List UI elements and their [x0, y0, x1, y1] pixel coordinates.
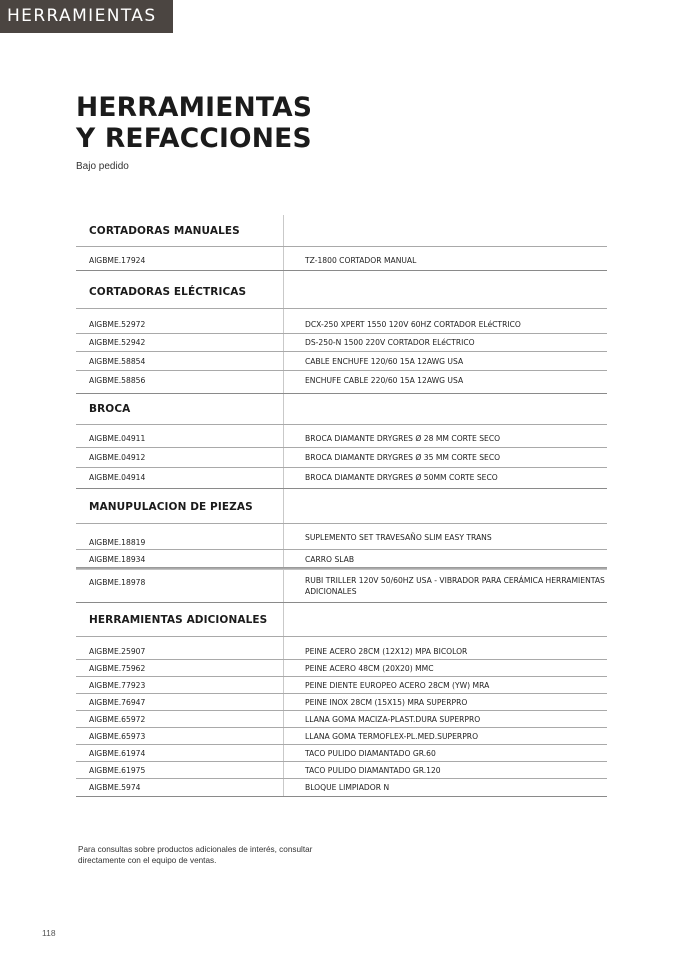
product-description: DS-250-N 1500 220V CORTADOR ELéCTRICO: [305, 338, 475, 347]
product-code: AlGBME.52942: [89, 338, 146, 347]
product-code: AlGBME.04914: [89, 473, 146, 482]
product-code: AlGBME.18978: [89, 578, 146, 587]
product-code: AlGBME.65973: [89, 732, 146, 741]
product-description: SUPLEMENTO SET TRAVESAÑO SLIM EASY TRANS: [305, 533, 492, 542]
row-divider: [76, 602, 607, 603]
row-divider: [76, 727, 607, 728]
row-divider: [76, 333, 607, 334]
product-code: AlGBME.17924: [89, 256, 146, 265]
row-divider: [76, 246, 607, 247]
row-divider: [76, 567, 607, 570]
product-code: AlGBME.58856: [89, 376, 146, 385]
product-description: BROCA DIAMANTE DRYGRES Ø 50MM CORTE SECO: [305, 473, 498, 482]
page-subtitle: Bajo pedido: [76, 161, 129, 172]
row-divider: [76, 308, 607, 309]
page-number: 118: [42, 928, 56, 938]
product-code: AlGBME.04912: [89, 453, 146, 462]
row-divider: [76, 447, 607, 448]
product-description: RUBI TRILLER 120V 50/60HZ USA - VIBRADOR PARA CERÁMICA HERRAMIENTAS ADICIONALES: [305, 576, 605, 596]
product-code: AlGBME.18819: [89, 538, 146, 547]
category-title: CORTADORAS MANUALES: [89, 225, 240, 237]
product-description: PEINE INOX 28CM (15X15) MRA SUPERPRO: [305, 698, 468, 707]
product-description: CARRO SLAB: [305, 555, 355, 564]
category-title: CORTADORAS ELÉCTRICAS: [89, 286, 247, 298]
section-tab: HERRAMIENTAS: [0, 0, 173, 33]
product-description: CABLE ENCHUFE 120/60 15A 12AWG USA: [305, 357, 464, 366]
row-divider: [76, 488, 607, 489]
product-code: AlGBME.61975: [89, 766, 146, 775]
category-title: MANUPULACION DE PIEZAS: [89, 501, 253, 513]
row-divider: [76, 693, 607, 694]
product-code: AlGBME.65972: [89, 715, 146, 724]
row-divider: [76, 761, 607, 762]
row-divider: [76, 778, 607, 779]
row-divider: [76, 796, 607, 797]
product-description: TZ-1800 CORTADOR MANUAL: [305, 256, 417, 265]
product-description: PEINE ACERO 48CM (20X20) MMC: [305, 664, 434, 673]
product-description: LLANA GOMA TERMOFLEX-PL.MED.SUPERPRO: [305, 732, 479, 741]
product-code: AlGBME.76947: [89, 698, 146, 707]
product-code: AlGBME.5974: [89, 783, 141, 792]
product-description: ENCHUFE CABLE 220/60 15A 12AWG USA: [305, 376, 464, 385]
page-title-line-2: Y REFACCIONES: [76, 123, 312, 154]
row-divider: [76, 523, 607, 524]
row-divider: [76, 549, 607, 550]
row-divider: [76, 393, 607, 394]
row-divider: [76, 744, 607, 745]
row-divider: [76, 659, 607, 660]
page-title: [76, 92, 312, 154]
product-code: AlGBME.77923: [89, 681, 146, 690]
product-table: [76, 215, 607, 797]
row-divider: [76, 710, 607, 711]
row-divider: [76, 351, 607, 352]
product-code: AlGBME.58854: [89, 357, 146, 366]
row-divider: [76, 270, 607, 271]
product-code: AlGBME.61974: [89, 749, 146, 758]
product-code: AlGBME.18934: [89, 555, 146, 564]
product-code: AlGBME.04911: [89, 434, 146, 443]
category-title: HERRAMIENTAS ADICIONALES: [89, 614, 268, 626]
product-description: PEINE DIENTE EUROPEO ACERO 28CM (YW) MRA: [305, 681, 490, 690]
page-title-line-1: HERRAMIENTAS: [76, 92, 313, 123]
row-divider: [76, 636, 607, 637]
product-description: DCX-250 XPERT 1550 120V 60HZ CORTADOR ELéCTRICO: [305, 320, 521, 329]
product-description: BLOQUE LIMPIADOR N: [305, 783, 390, 792]
product-code: AlGBME.52972: [89, 320, 146, 329]
product-description: PEINE ACERO 28CM (12X12) MPA BICOLOR: [305, 647, 468, 656]
product-code: AlGBME.25907: [89, 647, 146, 656]
product-description: TACO PULIDO DIAMANTADO GR.60: [305, 749, 436, 758]
row-divider: [76, 467, 607, 468]
footer-note: Para consultas sobre productos adicionales de interés, consultar directamente con el equipo de ventas.: [78, 845, 313, 865]
product-description: LLANA GOMA MACIZA-PLAST.DURA SUPERPRO: [305, 715, 481, 724]
product-code: AlGBME.75962: [89, 664, 146, 673]
row-divider: [76, 676, 607, 677]
product-description: TACO PULIDO DIAMANTADO GR.120: [305, 766, 441, 775]
row-divider: [76, 370, 607, 371]
product-description: BROCA DIAMANTE DRYGRES Ø 35 MM CORTE SECO: [305, 453, 501, 462]
row-divider: [76, 424, 607, 425]
product-description: BROCA DIAMANTE DRYGRES Ø 28 MM CORTE SECO: [305, 434, 501, 443]
category-title: BROCA: [89, 403, 131, 415]
